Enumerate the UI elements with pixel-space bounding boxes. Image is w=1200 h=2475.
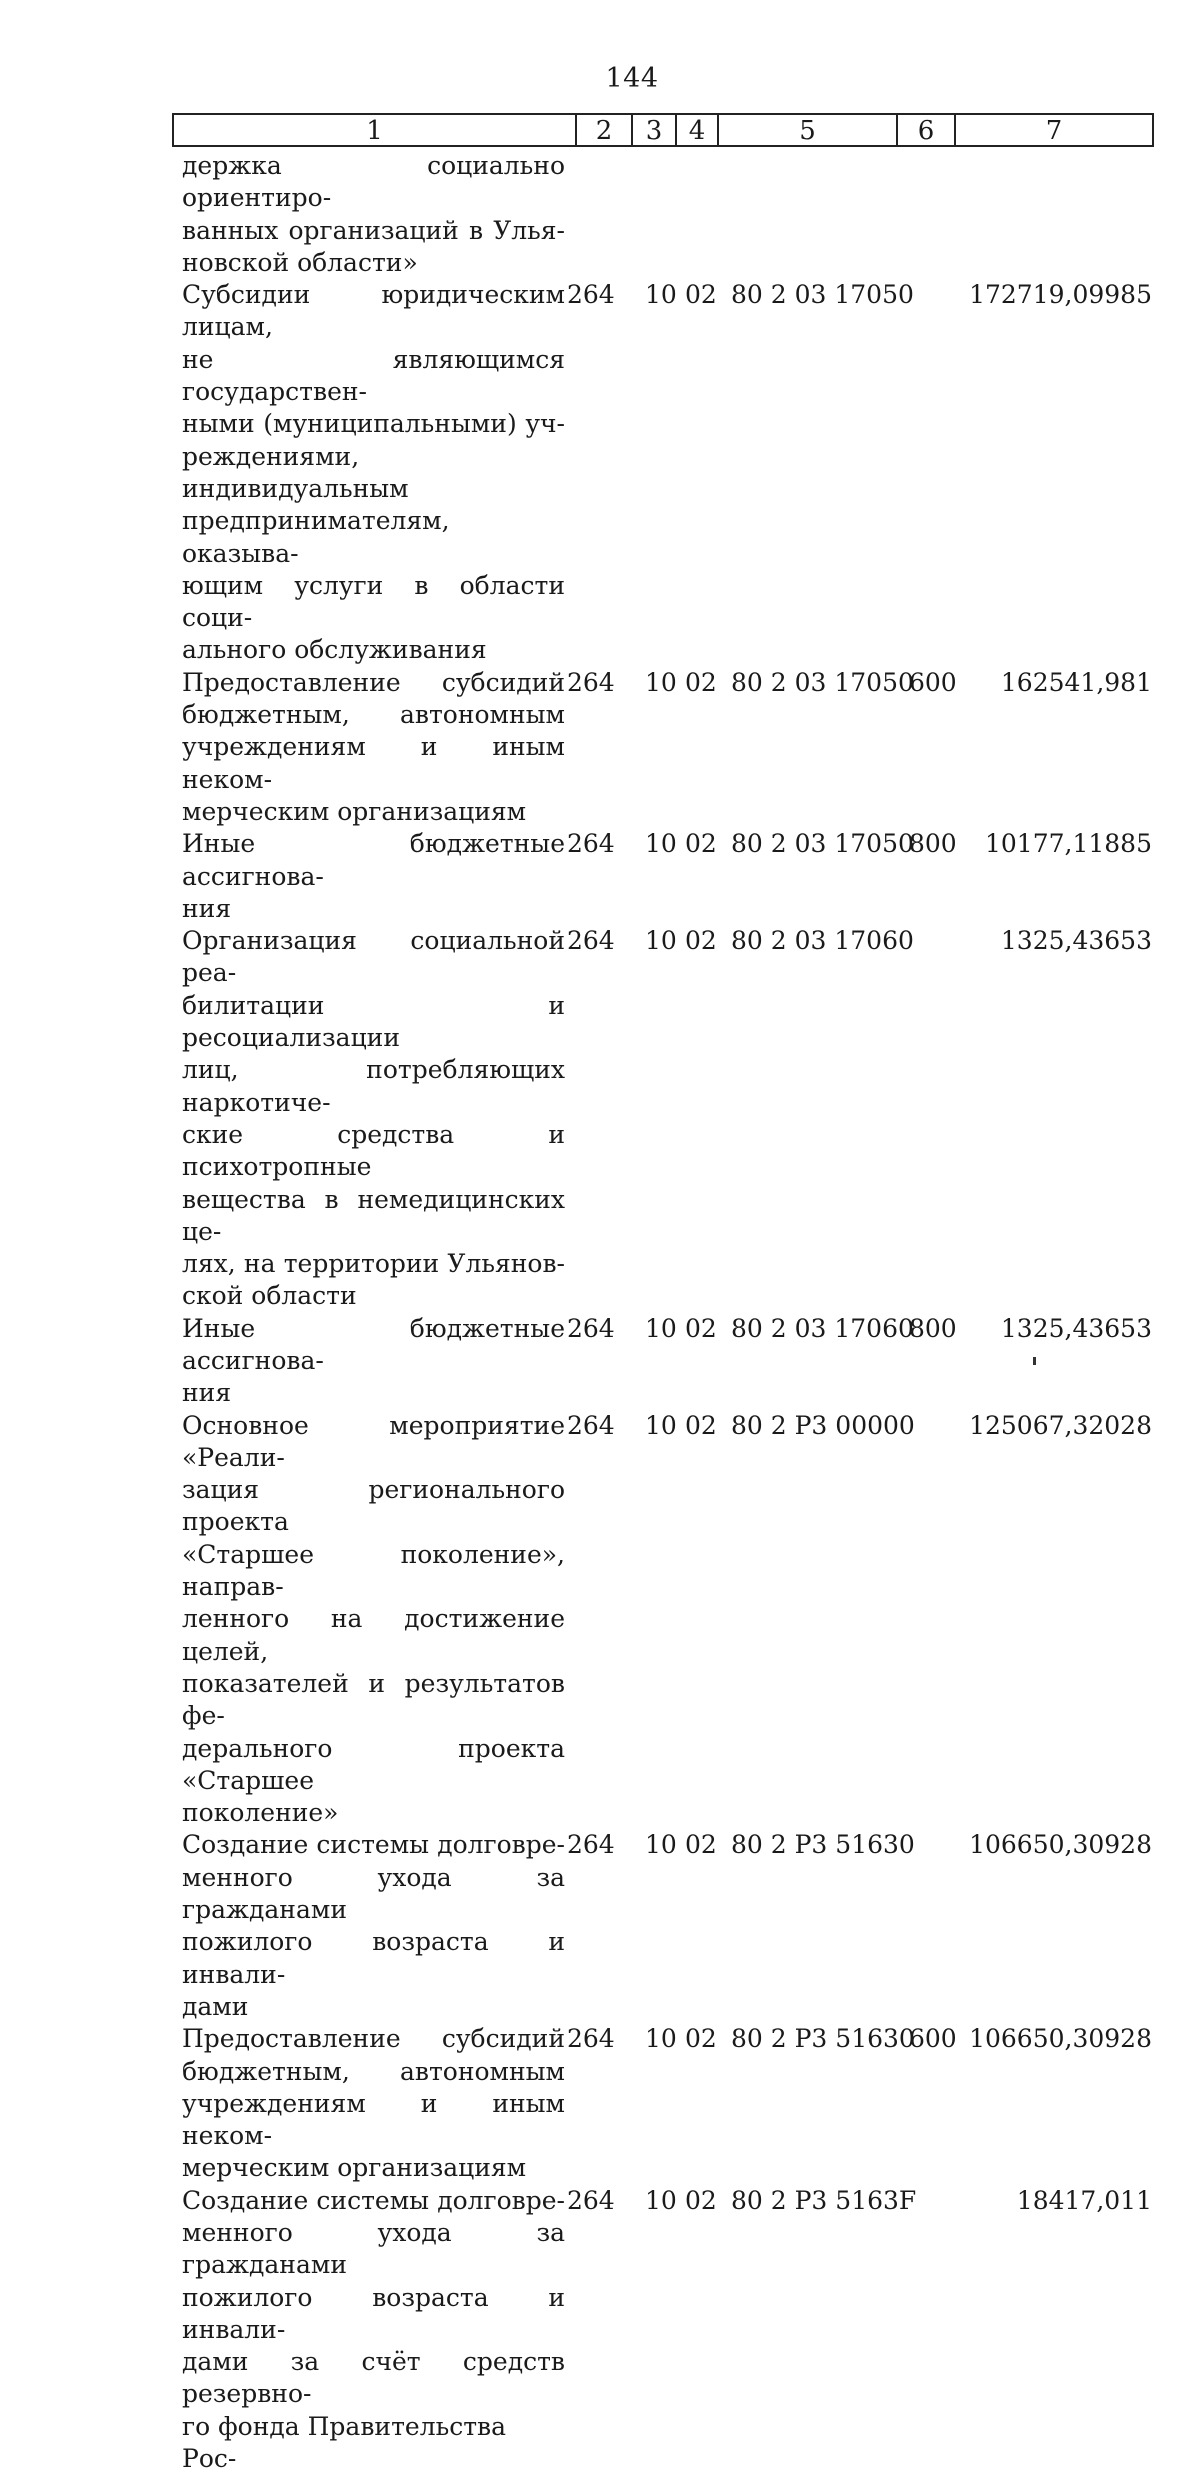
table-row <box>182 1313 1152 1410</box>
row-name-line: Организация социальной реа- <box>182 926 565 988</box>
row-target-article-code: 80 2 Р3 5163F <box>731 2185 917 2215</box>
row-name <box>182 1829 565 2023</box>
row-name-line: Иные бюджетные ассигнова- <box>182 1313 565 1375</box>
row-name-line: ными (муниципальными) уч- <box>182 409 565 439</box>
row-subsection-code: 02 <box>685 667 717 697</box>
row-section-code: 10 <box>645 829 677 859</box>
row-name-line: дерального проекта «Старшее <box>182 1733 565 1795</box>
column-header-4: 4 <box>677 115 719 145</box>
table-row <box>182 667 1152 828</box>
row-name-line: менного ухода за гражданами <box>182 1862 565 1925</box>
row-name-line: ния <box>182 1378 232 1408</box>
row-target-article-code: 80 2 Р3 51630 <box>731 1830 915 1860</box>
row-target-article-code: 80 2 03 17060 <box>731 926 914 956</box>
column-header-2: 2 <box>577 115 633 145</box>
row-section-code: 10 <box>645 2185 677 2215</box>
row-admin-code: 264 <box>567 1313 615 1343</box>
row-name-line: мерческим организациям <box>182 2153 527 2183</box>
row-name-line: учреждениям и иным неком- <box>182 732 565 794</box>
row-name-line: предпринимателям, оказыва- <box>182 506 450 568</box>
row-amount: 125067,32028 <box>969 1410 1152 1440</box>
row-name-line: держка социально ориентиро- <box>182 151 565 213</box>
row-subsection-code: 02 <box>685 1830 717 1860</box>
row-name-line: Субсидии юридическим лицам, <box>182 280 565 342</box>
row-name-line: ющим услуги в области соци- <box>182 570 565 633</box>
row-name <box>182 2185 565 2475</box>
row-name-line: учреждениям и иным неком- <box>182 2088 565 2151</box>
row-name-line: Создание системы долговре- <box>182 2185 565 2215</box>
row-name-line: бюджетным, автономным <box>182 2056 565 2086</box>
row-amount: 1325,43653 <box>1000 926 1152 956</box>
row-name-line: бюджетным, автономным <box>182 700 565 730</box>
row-admin-code: 264 <box>567 829 615 859</box>
row-expense-type-code: 600 <box>909 667 957 697</box>
row-admin-code: 264 <box>567 280 615 310</box>
row-target-article-code: 80 2 03 17050 <box>731 280 914 310</box>
row-name-line: Иные бюджетные ассигнова- <box>182 829 565 891</box>
row-section-code: 10 <box>645 280 677 310</box>
row-section-code: 10 <box>645 1830 677 1860</box>
row-name <box>182 925 565 1313</box>
row-name-line: Предоставление субсидий <box>182 2024 565 2054</box>
row-name-line: не являющимся государствен- <box>182 344 565 407</box>
row-name-line: дами за счёт средств резервно- <box>182 2347 565 2409</box>
row-expense-type-code: 600 <box>909 2024 957 2054</box>
row-name-line: Предоставление субсидий <box>182 667 565 697</box>
row-target-article-code: 80 2 03 17050 <box>731 829 914 859</box>
row-name-line: дами <box>182 1991 249 2021</box>
row-admin-code: 264 <box>567 926 615 956</box>
row-name <box>182 828 565 925</box>
row-amount: 106650,30928 <box>969 2024 1152 2054</box>
row-subsection-code: 02 <box>685 2024 717 2054</box>
row-name-line: поколение» <box>182 1798 339 1828</box>
column-header-6: 6 <box>898 115 956 145</box>
row-amount: 106650,30928 <box>969 1830 1152 1860</box>
row-admin-code: 264 <box>567 2185 615 2215</box>
row-subsection-code: 02 <box>685 829 717 859</box>
row-name-line: мерческим организациям <box>182 796 527 826</box>
row-name-line: ванных организаций в Улья- <box>182 215 565 245</box>
row-name-line: пожилого возраста и инвали- <box>182 1927 565 1989</box>
row-name-line: ального обслуживания <box>182 635 487 665</box>
table-row <box>182 828 1152 925</box>
row-name-line: лиц, потребляющих наркотиче- <box>182 1055 565 1117</box>
row-admin-code: 264 <box>567 2024 615 2054</box>
row-name-line: Создание системы долговре- <box>182 1830 565 1860</box>
row-expense-type-code: 800 <box>909 1313 957 1343</box>
row-name-line: новской области» <box>182 247 418 277</box>
row-name-line: вещества в немедицинских це- <box>182 1184 565 1246</box>
row-name <box>182 1410 565 1830</box>
row-section-code: 10 <box>645 2024 677 2054</box>
row-name <box>182 2023 565 2184</box>
row-name-line: ские средства и психотропные <box>182 1119 565 1182</box>
row-amount: 1325,43653 <box>1000 1313 1152 1343</box>
table-row <box>182 1410 1152 1830</box>
row-section-code: 10 <box>645 1313 677 1343</box>
row-name-line: го фонда Правительства Рос- <box>182 2411 506 2474</box>
row-amount: 162541,981 <box>1000 667 1152 697</box>
table-column-header-row <box>172 113 1154 147</box>
row-target-article-code: 80 2 Р3 00000 <box>731 1410 915 1440</box>
row-name-line: зация регионального проекта <box>182 1475 565 1537</box>
row-expense-type-code: 800 <box>909 829 957 859</box>
row-amount: 18417,011 <box>1016 2185 1152 2215</box>
row-name-line: менного ухода за гражданами <box>182 2218 565 2280</box>
column-header-5: 5 <box>719 115 898 145</box>
row-name <box>182 667 565 828</box>
page-number <box>0 64 1200 94</box>
row-subsection-code: 02 <box>685 280 717 310</box>
table-row <box>182 279 1152 667</box>
row-subsection-code: 02 <box>685 1313 717 1343</box>
row-subsection-code: 02 <box>685 1410 717 1440</box>
column-header-7: 7 <box>1045 116 1063 146</box>
row-name-line: пожилого возраста и инвали- <box>182 2282 565 2344</box>
row-target-article-code: 80 2 03 17050 <box>731 667 914 697</box>
row-subsection-code: 02 <box>685 2185 717 2215</box>
row-name-line: «Старшее поколение», направ- <box>182 1539 565 1602</box>
row-admin-code: 264 <box>567 1830 615 1860</box>
row-name-line: Основное мероприятие «Реали- <box>182 1410 565 1472</box>
row-amount: 172719,09985 <box>969 280 1152 310</box>
row-name-line: ленного на достижение целей, <box>182 1604 565 1666</box>
row-name <box>182 150 565 279</box>
row-name-line: ской области <box>182 1281 357 1311</box>
table-row <box>182 150 1152 279</box>
page-number-text: 144 <box>605 63 659 94</box>
table-row <box>182 925 1152 1313</box>
row-subsection-code: 02 <box>685 926 717 956</box>
table-row <box>182 2185 1152 2475</box>
row-name-line: реждениями, индивидуальным <box>182 441 409 503</box>
scan-speck <box>1033 1357 1036 1365</box>
row-name-line: билитации и ресоциализации <box>182 990 565 1053</box>
row-name <box>182 1313 565 1410</box>
row-name <box>182 279 565 667</box>
row-section-code: 10 <box>645 926 677 956</box>
row-section-code: 10 <box>645 667 677 697</box>
budget-table-body <box>182 150 1152 2475</box>
row-target-article-code: 80 2 03 17060 <box>731 1313 914 1343</box>
row-amount: 10177,11885 <box>984 829 1152 859</box>
column-header-1: 1 <box>174 115 577 145</box>
table-row <box>182 1829 1152 2023</box>
table-row <box>182 2023 1152 2184</box>
row-section-code: 10 <box>645 1410 677 1440</box>
row-name-line: лях, на территории Ульянов- <box>182 1249 565 1279</box>
row-target-article-code: 80 2 Р3 51630 <box>731 2024 915 2054</box>
row-name-line: ния <box>182 893 232 923</box>
row-admin-code: 264 <box>567 1410 615 1440</box>
row-name-line: показателей и результатов фе- <box>182 1668 565 1731</box>
row-admin-code: 264 <box>567 667 615 697</box>
column-header-3: 3 <box>633 115 677 145</box>
